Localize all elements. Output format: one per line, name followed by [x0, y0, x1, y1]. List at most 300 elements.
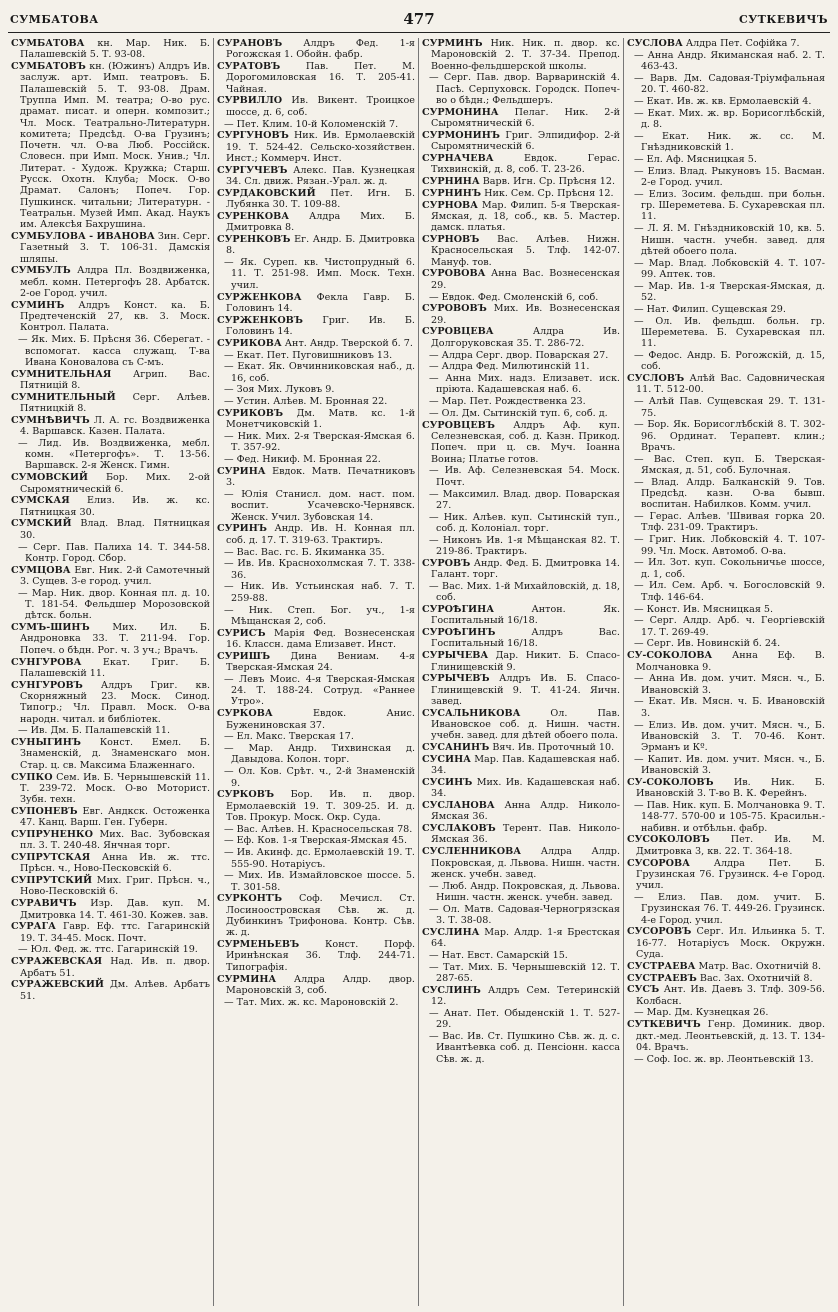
entry-surname: СУСЪ	[627, 984, 660, 996]
entry-details: Алдръ Фед. 1-я Рогожская 1. Обойн. фабр.	[226, 38, 415, 61]
ditto-dash: —	[429, 465, 445, 477]
entry-surname: СУРНИНЪ	[422, 187, 482, 199]
directory-entry	[217, 893, 415, 938]
ditto-dash: —	[634, 800, 647, 812]
entry-surname: СУМНИТЕЛЬНАЯ	[11, 368, 112, 380]
ditto-dash: —	[224, 118, 237, 130]
entry-details: Евдок. Матв. Печатниковъ 3.	[226, 465, 415, 489]
entry-details: Гавр. Еф. ттс. Гагаринскій 19. Т. 34-45. Моск. Почт.	[20, 921, 210, 944]
ditto-dash: —	[224, 581, 241, 593]
directory-sub-entry	[217, 361, 415, 384]
directory-entry	[217, 523, 415, 546]
directory-entry	[627, 834, 825, 857]
ditto-dash: —	[634, 72, 650, 84]
entry-details: Дар. Никит. Б. Спасо-Глинищевскій 9.	[431, 650, 620, 673]
entry-surname: СУНГУРОВА	[11, 656, 82, 668]
ditto-dash: —	[18, 437, 39, 449]
ditto-dash: —	[224, 454, 237, 466]
entry-details: Ник. Ник. п. двор. кс. Мароновскій 2. Т. 37-34. Препод. Военно-фельдшерской школы.	[431, 38, 620, 72]
entry-details: Пет. Игн. Б. Лубянка 30. Т. 109-88.	[226, 187, 415, 211]
entry-details: Алдръ Конст. ка. Б. Предтеченскій 27, кв. 3. Моск. Контрол. Палата.	[20, 299, 210, 334]
directory-entry	[627, 38, 825, 49]
column-4	[623, 38, 828, 1306]
entry-details: Ол. Ив. фельдш. больн. гр. Шереметева. Б. Сухаревская пл. 11.	[641, 315, 825, 350]
entry-details: Вас. Ив. Ст. Пушкино Сѣв. ж. д. с. Ивантѣевка соб. д. Пенсіонн. касса Сѣв. ж. д.	[436, 1031, 620, 1065]
entry-surname: СУСТРАЕВЪ	[627, 972, 697, 984]
entry-details: Мар. Пет. Рождественка 23.	[441, 396, 586, 408]
ditto-dash: —	[224, 396, 237, 408]
entry-surname: СУРИНА	[217, 465, 266, 477]
entry-details: Мар. Андр. Тихвинская д. Давыдова. Колон. торг.	[231, 743, 415, 766]
entry-details: Антон. Як. Госпитальный 16/18.	[431, 604, 620, 627]
entry-surname: СУПРУТСКИЙ	[11, 875, 93, 887]
entry-surname: СУРВИЛЛО	[217, 95, 283, 107]
ditto-dash: —	[429, 1007, 444, 1019]
entry-details: Агрип. Вас. Пятницій 8.	[20, 368, 210, 391]
entry-surname: СУСЛАНОВА	[422, 800, 495, 812]
directory-entry	[422, 754, 620, 777]
directory-sub-entry	[217, 824, 415, 835]
ditto-dash: —	[634, 350, 649, 362]
entry-surname: СУРИШЪ	[217, 650, 271, 662]
entry-surname: СУРГУНОВЪ	[217, 130, 289, 142]
directory-entry	[11, 565, 210, 588]
entry-details: Алѣй Вас. Садовническая 11. Т. 512-00.	[636, 373, 825, 396]
directory-sub-entry	[627, 316, 825, 350]
entry-details: Мих. Григ. Прѣсн. ч., Ново-Песковскій 6.	[20, 875, 210, 898]
directory-sub-entry	[11, 438, 210, 472]
ditto-dash: —	[429, 949, 442, 961]
directory-page	[8, 10, 830, 1306]
directory-sub-entry	[422, 535, 620, 558]
directory-sub-entry	[627, 580, 825, 603]
entry-surname: СУМНѢВИЧЪ	[11, 414, 90, 426]
directory-sub-entry	[422, 373, 620, 396]
directory-entry	[422, 800, 620, 823]
entry-surname: СУСТРАЕВА	[627, 960, 696, 972]
directory-sub-entry	[627, 281, 825, 304]
entry-details: Алдра Алдр. двор. Мароновскій 3, соб.	[226, 973, 415, 996]
entry-surname: СУРКОВЪ	[217, 789, 275, 801]
ditto-dash: —	[18, 334, 32, 346]
directory-sub-entry	[627, 557, 825, 580]
directory-entry	[11, 415, 210, 438]
entry-details: кн. (Южинъ) Алдръ Ив. заслуж. арт. Имп. театровъ. Б. Палашевскій 5. Т. 93-08. Драм. Труппа Имп. М. театра; О-во рус. драмат. писат. и оперн. композит.; Чл. Моск. Театрально-Литературн. комитета; Предсѣд. О-ва Грузинъ; Почетн. чл. О-ва Люб. Россійск. Словесн. при Имп. Моск. Унив.; Чл. Литерат. - Худож. Кружка; Старш. Русск. Охотн. Клуба; Моск. О-во Драмат. Салонъ; Попеч. Гор. Пушкинск. читальни; Литературн. - Театральн. Музей Имп. Акад. Наукъ им. Алексѣя Бахрушина.	[20, 61, 210, 231]
entry-details: Вас. Зах. Охотничій 8.	[699, 972, 813, 984]
entry-surname: СУМСКАЯ	[11, 495, 70, 507]
ditto-dash: —	[634, 1007, 647, 1019]
entry-details: Дина Вениам. 4-я Тверская-Ямская 24.	[226, 650, 415, 674]
entry-details: Тат. Мих. ж. кс. Мароновскій 2.	[236, 996, 399, 1008]
ditto-dash: —	[634, 303, 647, 315]
entry-details: Екат. Як. Овчинниковская наб., д. 16, соб.	[231, 361, 415, 384]
entry-details: Анат. Пет. Обыденскій 1. Т. 527-29.	[436, 1007, 620, 1031]
entry-details: Ол. Пав. Ивановское соб. д. Нишн. частн. учебн. завед. для дѣтей обоего пола.	[431, 707, 620, 742]
entry-details: Капит. Ив. дом. учит. Мясн. ч., Б. Ивановскій 3.	[641, 753, 825, 777]
entry-details: Терент. Пав. Николо-Ямская 36.	[431, 823, 620, 846]
entry-surname: СУСИНА	[422, 753, 471, 765]
entry-surname: СУРЫЧЕВА	[422, 650, 489, 662]
ditto-dash: —	[224, 996, 237, 1008]
directory-entry	[217, 651, 415, 674]
directory-sub-entry	[627, 154, 825, 165]
entry-details: Ник. Сем. Ср. Прѣсня 12.	[484, 187, 614, 199]
directory-entry	[217, 708, 415, 731]
entry-details: Бор. Мих. 2-ой Сыромятническій 6.	[20, 472, 210, 495]
entry-surname: СУРНИНА	[422, 176, 480, 188]
entry-surname: СУРАНОВЪ	[217, 38, 283, 49]
directory-entry	[217, 130, 415, 164]
entry-surname: СУРИКОВЪ	[217, 408, 284, 419]
entry-details: Зин. Серг. Газетный 3. Т. 106-31. Дамскія шляпы.	[20, 231, 210, 265]
entry-details: Алдръ Григ. кв. Скорняжный 23. Моск. Синод. Типогр.; Чл. Правл. Моск. О-ва народн. читал. и библіотек.	[20, 679, 210, 725]
directory-sub-entry	[217, 119, 415, 130]
directory-entry	[11, 898, 210, 921]
entry-details: Евдок. Герас. Тихвинскій, д. 8, соб. Т. 23-26.	[431, 152, 620, 176]
entry-details: Анна Вас. Вознесенская 29.	[431, 268, 620, 291]
ditto-dash: —	[634, 753, 648, 765]
entry-surname: СУРОѢГИНА	[422, 604, 495, 616]
entry-surname: СУСИНЪ	[422, 777, 473, 788]
directory-sub-entry	[627, 108, 825, 131]
ditto-dash: —	[634, 419, 648, 431]
ditto-dash: —	[634, 396, 649, 408]
entry-surname: СУРОВЦЕВЪ	[422, 419, 495, 431]
directory-sub-entry	[11, 334, 210, 368]
entry-surname: СУРЖЕНКОВЪ	[217, 314, 303, 326]
entry-details: Мар. Дм. Кузнецкая 26.	[646, 1007, 769, 1019]
ditto-dash: —	[224, 604, 249, 616]
directory-sub-entry	[627, 1007, 825, 1018]
directory-sub-entry	[422, 581, 620, 604]
entry-surname: СУПОНЕВЪ	[11, 805, 78, 817]
entry-details: Ив. Ник. Б. Ивановскій 3. Т-во В. К. Ферейнъ.	[636, 777, 825, 800]
entry-details: Зоя Мих. Луковъ 9.	[236, 384, 335, 396]
entry-details: Соф. Іос. ж. вр. Леонтьевскій 13.	[646, 1053, 814, 1065]
directory-entry	[422, 823, 620, 846]
entry-surname: СУРНОВЪ	[422, 234, 480, 246]
directory-entry	[422, 38, 620, 72]
entry-surname: СУМБУЛЪ	[11, 265, 71, 277]
entry-surname: СУРАТОВЪ	[217, 61, 281, 73]
ditto-dash: —	[429, 1031, 443, 1043]
entry-details: Ив. Аф. Селезневская 54. Моск. Почт.	[436, 465, 620, 488]
ditto-dash: —	[634, 891, 659, 903]
directory-entry	[422, 558, 620, 581]
entry-details: Максимил. Влад. двор. Поварская 27.	[436, 488, 620, 511]
ditto-dash: —	[224, 349, 237, 361]
entry-surname: СУНЫГИНЪ	[11, 737, 81, 749]
directory-entry	[217, 292, 415, 315]
directory-sub-entry	[217, 870, 415, 893]
entry-surname: СУСОРОВЪ	[627, 926, 692, 938]
entry-details: Варв. Игн. Ср. Прѣсня 12.	[482, 176, 616, 188]
ditto-dash: —	[634, 49, 648, 61]
ditto-dash: —	[18, 587, 32, 599]
directory-sub-entry	[627, 166, 825, 189]
entry-surname: СУСАНИНЪ	[422, 742, 490, 754]
entry-details: Юл. Фед. ж. ттс. Гагаринскій 19.	[30, 944, 198, 956]
directory-sub-entry	[627, 189, 825, 223]
ditto-dash: —	[634, 153, 647, 165]
ditto-dash: —	[634, 257, 649, 269]
directory-sub-entry	[217, 384, 415, 395]
entry-surname: СУПРУТСКАЯ	[11, 852, 91, 864]
directory-sub-entry	[217, 558, 415, 581]
directory-entry	[422, 107, 620, 130]
entry-details: Як. Суреп. кв. Чистопрудный 6. 11. Т. 251-98. Имп. Моск. Техн. учил.	[231, 257, 415, 291]
ditto-dash: —	[224, 431, 238, 443]
entry-details: Григ. Ив. Б. Головинъ 14.	[226, 314, 415, 337]
entry-details: Конст. Порф. Иринѣнская 36. Тлф. 244-71. Типографія.	[226, 939, 415, 973]
entry-details: Алдра Фед. Милютинскій 11.	[441, 361, 590, 373]
ditto-dash: —	[224, 835, 237, 847]
entry-details: Алдръ Вас. Госпитальный 16/18.	[431, 627, 620, 650]
directory-sub-entry	[422, 1008, 620, 1031]
entry-details: Алдра Серг. двор. Поварская 27.	[441, 349, 609, 361]
entry-details: Ив. Викент. Троицкое шоссе, д. 6, соб.	[226, 95, 415, 118]
ditto-dash: —	[634, 719, 649, 731]
directory-entry	[11, 979, 210, 1002]
entry-details: Нат. Филип. Сущевская 29.	[646, 303, 786, 315]
entry-details: Варв. Дм. Садовая-Тріумфальная 20. Т. 460-82.	[641, 72, 825, 96]
directory-entry	[217, 95, 415, 118]
entry-surname: СУРОѢГИНЪ	[422, 627, 496, 639]
page-number: 477	[403, 10, 435, 28]
directory-sub-entry	[627, 638, 825, 649]
ditto-dash: —	[634, 638, 647, 650]
ditto-dash: —	[224, 870, 239, 882]
entry-details: Ник. Алѣев. куп. Сытинскій туп., соб. д. Колоніал. торг.	[436, 511, 620, 534]
entry-details: Люб. Андр. Покровская, д. Львова. Нишн. частн. женск. учебн. завед.	[436, 880, 620, 903]
entry-surname: СУРМОНИНА	[422, 106, 499, 118]
entry-details: Нат. Евст. Самарскій 15.	[441, 949, 568, 961]
entry-details: Серг. Ил. Ильинка 5. Т. 16-77. Нотаріусъ Моск. Окружн. Суда.	[636, 926, 825, 960]
directory-entry	[217, 61, 415, 95]
entry-surname: СУРАЖЕВСКИЙ	[11, 979, 104, 991]
entry-details: Мар. Влад. Лобковскій 4. Т. 107-99. Аптек. тов.	[641, 257, 825, 280]
ditto-dash: —	[429, 373, 446, 385]
entry-details: Екат. Пет. Пуговишниковъ 13.	[236, 349, 393, 361]
directory-entry	[217, 165, 415, 188]
ditto-dash: —	[429, 291, 442, 303]
entry-surname: СУМЦОВА	[11, 564, 71, 576]
directory-sub-entry	[422, 72, 620, 106]
entry-details: Генр. Доминик. двор. дкт.-мед. Леонтьевскій, д. 13. Т. 134-04. Врачъ.	[636, 1019, 825, 1053]
entry-details: Бор. Як. Борисоглѣбскій 8. Т. 302-96. Ординат. Терапевт. клин.; Врачъ.	[641, 419, 825, 453]
entry-details: Вас. Вас. гс. Б. Якиманка 35.	[236, 546, 385, 558]
entry-details: Серг. Алѣев. Пятницкій 8.	[20, 391, 210, 414]
entry-details: кн. Мар. Ник. Б. Палашевскій 5. Т. 93-08.	[20, 38, 210, 61]
entry-details: Елиз. Ив. ж. кс. Пятницкая 30.	[20, 495, 210, 518]
directory-sub-entry	[422, 361, 620, 372]
directory-entry	[11, 680, 210, 725]
entry-details: Як. Мих. Б. Прѣсня 36. Сберегат. - вспомогат. касса служащ. Т-ва Ивана Коновалова съ С-мъ.	[25, 334, 210, 368]
directory-sub-entry	[217, 847, 415, 870]
entry-surname: СУРОВОВА	[422, 268, 486, 280]
directory-entry	[627, 650, 825, 673]
directory-entry	[627, 777, 825, 800]
directory-sub-entry	[217, 581, 415, 604]
entry-surname: СУМСКИЙ	[11, 518, 72, 530]
entry-surname: СУМБАТОВЪ	[11, 61, 86, 73]
entry-details: Сем. Ив. Б. Чернышевскій 11. Т. 239-72. Моск. О-во Моторист. Зубн. техн.	[20, 771, 210, 806]
entry-details: Серг. Алдр. Арб. ч. Георгіевскій 17. Т. 269-49.	[641, 615, 825, 638]
entry-surname: СУРМЕНЬЕВЪ	[217, 939, 300, 951]
directory-entry	[422, 188, 620, 199]
entry-details: Еф. Ков. 1-я Тверская-Ямская 45.	[236, 835, 408, 847]
entry-surname: СУРИКОВА	[217, 337, 282, 349]
entry-details: Евг. Ник. 2-й Самотечный 3. Сущев. 3-е город. учил.	[20, 564, 210, 587]
entry-details: Герас. Алѣев. 'Швивая горка 20. Тлф. 231-09. Трактиръ.	[641, 511, 825, 534]
ditto-dash: —	[224, 766, 239, 778]
entry-surname: СУМИНЪ	[11, 299, 65, 311]
entry-details: Алдръ Ив. Б. Спасо-Глинищевскій 9. Т. 41-24. Яичн. завед.	[431, 673, 620, 707]
directory-entry	[217, 211, 415, 234]
directory-entry	[11, 38, 210, 61]
entry-surname: СУРАГА	[11, 921, 56, 933]
ditto-dash: —	[634, 603, 647, 615]
ditto-dash: —	[634, 95, 647, 107]
directory-entry	[11, 956, 210, 979]
directory-sub-entry	[217, 766, 415, 789]
directory-sub-entry	[627, 892, 825, 926]
entry-details: Мих. Ив. Измайловское шоссе. 5. Т. 301-58.	[231, 870, 415, 893]
ditto-dash: —	[224, 489, 242, 501]
ditto-dash: —	[18, 725, 31, 737]
ditto-dash: —	[224, 823, 237, 835]
directory-entry	[422, 985, 620, 1008]
directory-entry	[11, 921, 210, 944]
entry-surname: СУРЕНКОВА	[217, 210, 290, 222]
directory-entry	[217, 628, 415, 651]
entry-details: Григ. Ник. Лобковскій 4. Т. 107-99. Чл. Моск. Автомоб. О-ва.	[641, 534, 825, 557]
entry-details: Мар. Пав. Кадашевская наб. 34.	[431, 753, 620, 777]
entry-surname: СУ-СОКОЛОВА	[627, 650, 713, 662]
directory-sub-entry	[217, 489, 415, 523]
entry-details: Алдра Пл. Воздвиженка, мебл. комн. Петергофъ 28. Арбатск. 2-ое Город. учил.	[20, 265, 210, 300]
directory-sub-entry	[627, 350, 825, 373]
entry-details: Устин. Алѣев. М. Бронная 22.	[236, 396, 388, 408]
entry-details: Мих. Ив. Кадашевская наб. 34.	[431, 777, 620, 800]
directory-entry	[422, 604, 620, 627]
directory-entry	[11, 772, 210, 806]
directory-sub-entry	[627, 258, 825, 281]
entry-details: Фед. Никиф. М. Бронная 22.	[236, 454, 381, 466]
entry-details: Ол. Дм. Сытинскій туп. 6, соб. д.	[441, 408, 608, 419]
entry-details: Ант. Ив. Даевъ 3. Тлф. 309-56. Колбасн.	[636, 984, 825, 1007]
directory-sub-entry	[217, 431, 415, 454]
directory-entry	[11, 806, 210, 829]
directory-entry	[11, 495, 210, 518]
entry-details: Елиз. Ив. дом. учит. Мясн. ч., Б. Ивановскій 3. Т. 70-46. Конт. Эрманъ и Кº.	[641, 719, 825, 754]
entry-details: Вас. Мих. 1-й Михайловскій, д. 18, соб.	[436, 580, 620, 604]
entry-details: Алекс. Пав. Кузнецкая 34. Сл. движ. Рязан.-Урал. ж. д.	[226, 164, 415, 188]
entry-surname: СУСЛАКОВЪ	[422, 823, 496, 835]
entry-details: Мих. Вас. Зубовская пл. 3. Т. 240-48. Янчная торг.	[20, 828, 210, 852]
entry-details: Серг. Ив. Новинскій б. 24.	[646, 638, 781, 650]
column-2	[213, 38, 418, 1306]
directory-columns	[8, 38, 830, 1306]
directory-sub-entry	[217, 454, 415, 465]
ditto-dash: —	[429, 349, 442, 361]
directory-sub-entry	[11, 944, 210, 955]
directory-entry	[422, 927, 620, 950]
entry-details: Ник. Степ. Бог. уч., 1-я Мѣщанская 2, соб.	[231, 604, 415, 627]
running-head-right: СУТКЕВИЧЪ	[738, 13, 828, 26]
entry-surname: СУРЫЧЕВЪ	[422, 673, 490, 685]
entry-details: Елиз. Зосим. фельдш. при больн. гр. Шереметева. Б. Сухаревская пл. 11.	[641, 188, 825, 223]
directory-entry	[11, 265, 210, 299]
entry-details: Андр. Фед. Б. Дмитровка 14. Галант. торг.	[431, 557, 620, 581]
entry-details: Ел. Аф. Мясницкая 5.	[646, 153, 757, 165]
entry-details: Пав. Ник. куп. Б. Молчановка 9. Т. 148-77. 570-00 и 105-75. Красильн.-набивн. и отбѣльн. фабр.	[641, 800, 825, 834]
directory-sub-entry	[217, 835, 415, 846]
entry-details: Ег. Андр. Б. Дмитровка 8.	[226, 234, 415, 257]
entry-details: Мих. Ив. Вознесенская 29.	[431, 303, 620, 326]
entry-details: Алдра Ив. Долгоруковская 35. Т. 286-72.	[431, 326, 620, 349]
ditto-dash: —	[18, 944, 31, 956]
entry-surname: СУРНАЧЕВА	[422, 152, 494, 164]
directory-entry	[217, 338, 415, 349]
ditto-dash: —	[634, 165, 648, 177]
ditto-dash: —	[224, 847, 237, 859]
entry-details: Юлія Станисл. дом. наст. пом. воспит. Усачевско-Чернявск. Женск. Учил. Зубовская 14.	[231, 489, 415, 523]
ditto-dash: —	[224, 546, 237, 558]
directory-entry	[422, 153, 620, 176]
directory-sub-entry	[422, 489, 620, 512]
directory-entry	[422, 420, 620, 465]
entry-details: Пет. Ив. М. Дмитровка 3, кв. 22. Т. 364-18.	[636, 834, 825, 857]
directory-sub-entry	[627, 396, 825, 419]
entry-surname: СУПКО	[11, 771, 53, 783]
entry-details: Вас. Степ. куп. Б. Тверская-Ямская, д. 51, соб. Булочная.	[641, 453, 825, 476]
entry-details: Мар. Ив. 1-я Тверская-Ямская, д. 52.	[641, 280, 825, 304]
entry-surname: СУ-СОКОЛОВЪ	[627, 777, 714, 788]
directory-sub-entry	[422, 904, 620, 927]
ditto-dash: —	[634, 188, 649, 200]
directory-sub-entry	[627, 50, 825, 73]
entry-details: Евдок. Анис. Бужениновская 37.	[226, 708, 415, 731]
entry-details: Вас. Алѣев. Нижн. Красносельская 5. Тлф. 142-07. Мануф. тов.	[431, 234, 620, 268]
ditto-dash: —	[634, 476, 652, 488]
directory-sub-entry	[217, 997, 415, 1008]
entry-details: Никонъ Ив. 1-я Мѣщанская 82. Т. 219-86. Трактиръ.	[436, 534, 620, 558]
entry-surname: СУСЛИНА	[422, 926, 480, 938]
directory-sub-entry	[627, 754, 825, 777]
entry-surname: СУРИНЪ	[217, 523, 267, 535]
entry-details: Елиз. Влад. Рыкуновъ 15. Васман. 2-е Город. учил.	[641, 165, 825, 189]
entry-details: Алдра Мих. Б. Дмитровка 8.	[226, 210, 415, 234]
ditto-dash: —	[634, 696, 649, 708]
entry-details: Ол. Матв. Садовая-Черногрязская 3. Т. 38-08.	[436, 903, 620, 927]
directory-entry	[11, 231, 210, 265]
directory-entry	[627, 373, 825, 396]
directory-entry	[11, 875, 210, 898]
entry-details: Влад. Алдр. Балканскій 9. Тов. Предсѣд. казн. О-ва бывш. воспитан. Набилков. Комм. учил.	[641, 476, 825, 511]
entry-details: Елиз. Пав. дом. учит. Б. Грузинская 76. Т. 449-26. Грузинск. 4-е Город. учил.	[641, 891, 825, 926]
directory-entry	[627, 926, 825, 960]
directory-entry	[422, 268, 620, 291]
directory-entry	[422, 176, 620, 187]
directory-entry	[422, 673, 620, 707]
entry-details: Конст. Ив. Мясницкая 5.	[646, 603, 774, 615]
entry-surname: СУРОВЦЕВА	[422, 326, 494, 338]
entry-surname: СУСОКОЛОВЪ	[627, 834, 710, 846]
directory-sub-entry	[217, 605, 415, 628]
entry-details: Марія Фед. Вознесенская 16. Классн. дама Елизавет. Инст.	[226, 627, 415, 650]
entry-details: Вас. Алѣев. Н. Красносельская 78.	[236, 823, 413, 835]
